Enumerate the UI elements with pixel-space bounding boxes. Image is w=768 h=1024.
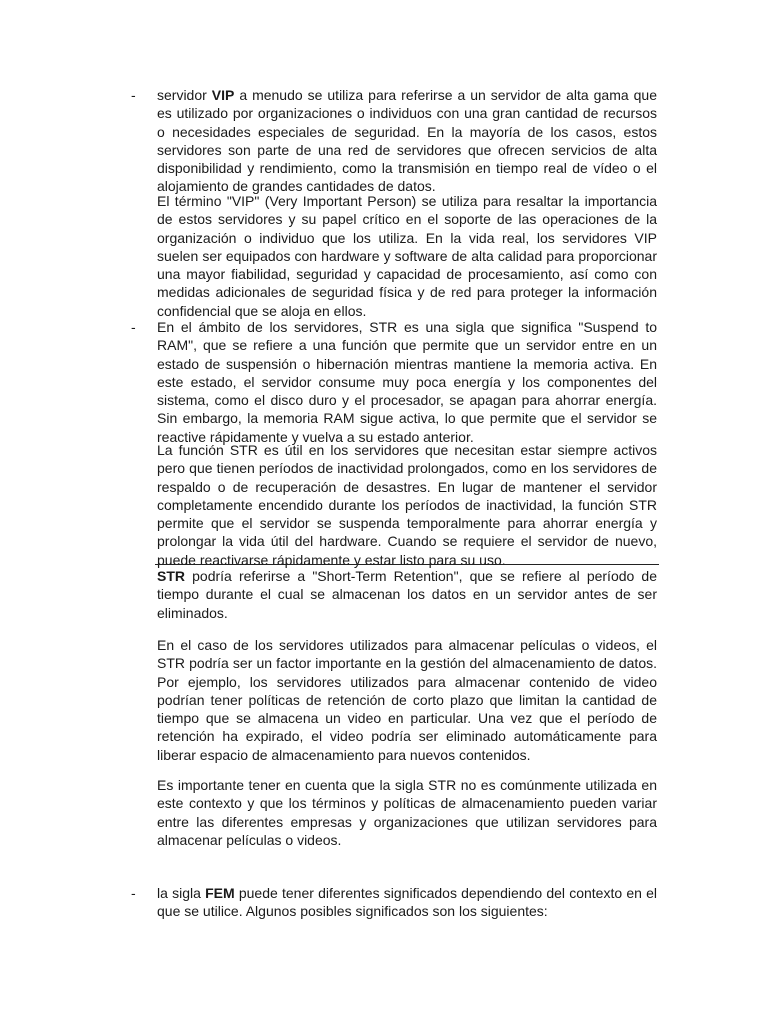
str-retention-text: podría referirse a "Short-Term Retention", que se refiere al período de tiempo durante el cual se almacenan los datos en un servidor antes de ser eliminados. — [157, 568, 657, 621]
str-term: STR — [157, 568, 185, 584]
paragraph-str-suspend-usage: La función STR es útil en los servidores que necesitan estar siempre activos pero que tienen períodos de inactividad prolongados, como en los servidores de respaldo o de recuperación de desastres. En lugar de mantener el servidor completamente encendido durante los períodos de inactividad, la función STR permite que el servidor se suspenda temporalmente para ahorrar energía y prolongar la vida útil del hardware. Cuando se requiere el servidor de nuevo, puede reactivarse rápidamente y estar listo para su uso. — [157, 442, 657, 568]
paragraph-str-retention-note: Es importante tener en cuenta que la sigla STR no es comúnmente utilizada en este contexto y que los términos y políticas de almacenamiento pueden variar entre las diferentes empresas y organizaciones que utilizan servidores para almacenar películas o videos. — [157, 777, 657, 848]
fem-lead-text: la sigla — [157, 885, 206, 901]
paragraph-str-suspend-definition: En el ámbito de los servidores, STR es una sigla que significa "Suspend to RAM", que se refiere a una función que permite que un servidor entre en un estado de suspensión o hibernación mientras mantiene la memoria activa. En este estado, el servidor consume muy poca energía y los componentes del sistema, como el disco duro y el procesador, se apagan para ahorrar energía. Sin embargo, la memoria RAM sigue activa, lo que permite que el servidor se reactive rápidamente y vuelva a su estado anterior. — [157, 319, 657, 445]
list-bullet: - — [131, 885, 136, 901]
list-bullet: - — [131, 87, 136, 103]
paragraph-vip-meaning: El término "VIP" (Very Important Person) se utiliza para resaltar la importancia de estos servidores y su papel crítico en el soporte de las operaciones de la organización o individuo que los utiliza. En la vida real, los servidores VIP suelen ser equipados con hardware y software de alta calidad para proporcionar una mayor fiabilidad, seguridad y capacidad de procesamiento, así como con medidas adicionales de seguridad física y de red para proteger la información confidencial que se aloja en ellos. — [157, 193, 657, 319]
paragraph-fem-definition — [157, 884, 657, 921]
vip-term: VIP — [211, 87, 235, 103]
section-divider — [155, 564, 659, 565]
paragraph-str-retention-video: En el caso de los servidores utilizados para almacenar películas o videos, el STR podría ser un factor importante en la gestión del almacenamiento de datos. Por ejemplo, los servidores utilizados para almacenar contenido de video podrían tener políticas de retención de corto plazo que limitan la cantidad de tiempo que se almacena un video en particular. Una vez que el período de retención ha expirado, el video podría ser eliminado automáticamente para liberar espacio de almacenamiento para nuevos contenidos. — [157, 637, 657, 763]
fem-definition-text: puede tener diferentes significados dependiendo del contexto en el que se utilice. Algunos posibles significados son los siguientes: — [157, 885, 657, 920]
paragraph-vip-definition — [157, 86, 657, 196]
vip-definition-text: a menudo se utiliza para referirse a un servidor de alta gama que es utilizado por organizaciones o individuos con una gran cantidad de recursos o necesidades especiales de seguridad. En la mayoría de los casos, estos servidores son parte de una red de servidores que ofrecen servicios de alta disponibilidad y rendimiento, como la transmisión en tiempo real de vídeo o el alojamiento de grandes cantidades de datos. — [157, 87, 657, 195]
vip-lead-text: servidor — [157, 87, 212, 103]
paragraph-str-retention-definition — [157, 567, 657, 622]
fem-term: FEM — [205, 885, 235, 901]
list-bullet: - — [131, 319, 136, 335]
